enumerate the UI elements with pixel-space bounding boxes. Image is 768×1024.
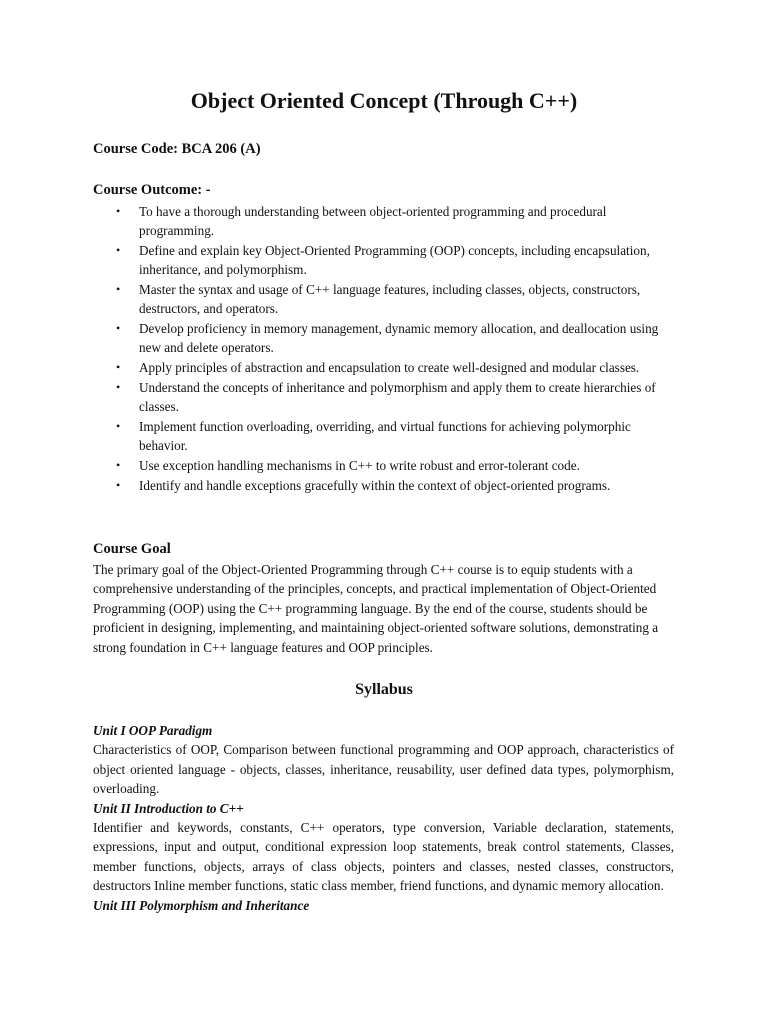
list-item	[93, 456, 674, 475]
outcome-text: Use exception handling mechanisms in C++ to write robust and error-tolerant code.	[139, 457, 580, 473]
outcome-text: To have a thorough understanding between object-oriented programming and procedural programming.	[139, 204, 607, 239]
outcome-text: Develop proficiency in memory management, dynamic memory allocation, and deallocation using new and delete operators.	[139, 321, 659, 356]
list-item	[93, 280, 674, 318]
bullet-icon: •	[116, 282, 121, 296]
syllabus-heading: Syllabus	[355, 681, 413, 698]
bullet-icon: •	[116, 418, 121, 433]
list-item	[93, 378, 674, 416]
course-outcome-list	[93, 202, 674, 495]
unit-1-text: Characteristics of OOP, Comparison between functional programming and OOP approach, characteristics of object oriented language - objects, classes, inheritance, reusability, user defined data types, polymorphism, overloading.	[93, 742, 674, 797]
course-goal-heading: Course Goal	[93, 541, 171, 557]
outcome-text: Identify and handle exceptions gracefully within the context of object-oriented programs.	[139, 477, 611, 493]
course-goal-text: The primary goal of the Object-Oriented Programming through C++ course is to equip students with a comprehensive understanding of the principles, concepts, and practical implementation of Object-Oriented Programming (OOP) using the C++ programming language. By the end of the course, students should be proficient in designing, implementing, and maintaining object-oriented software solutions, demonstrating a strong foundation in C++ language features and OOP principles.	[93, 562, 659, 655]
unit-3-heading: Unit III Polymorphism and Inheritance	[93, 897, 310, 913]
bullet-icon: •	[116, 457, 121, 472]
outcome-text: Implement function overloading, overriding, and virtual functions for achieving polymorphic behavior.	[139, 418, 631, 453]
document-title: Object Oriented Concept (Through C++)	[190, 88, 578, 113]
outcome-text: Apply principles of abstraction and encapsulation to create well-designed and modular classes.	[139, 360, 640, 375]
list-item	[93, 417, 674, 455]
list-item	[93, 202, 674, 240]
bullet-icon: •	[116, 360, 121, 374]
bullet-icon: •	[116, 204, 121, 218]
bullet-icon: •	[116, 477, 121, 492]
bullet-icon: •	[116, 379, 121, 394]
bullet-icon: •	[116, 321, 121, 335]
list-item	[93, 476, 674, 495]
unit-2-text: Identifier and keywords, constants, C++ operators, type conversion, Variable declaration, statements, expressions, input and output, conditional expression loop statements, break control statements, Classes, member functions, objects, arrays of class objects, pointers and classes, nested classes, constructors, destructors Inline member functions, static class member, friend functions, and dynamic memory allocation.	[93, 820, 674, 894]
unit-2-heading: Unit II Introduction to C++	[93, 800, 244, 816]
syllabus-units	[93, 721, 674, 915]
list-item	[93, 319, 674, 357]
bullet-icon: •	[116, 243, 121, 257]
course-outcome-heading: Course Outcome: -	[93, 182, 211, 198]
outcome-text: Master the syntax and usage of C++ language features, including classes, objects, constructors, destructors, and operators.	[139, 282, 641, 317]
outcome-text: Define and explain key Object-Oriented Programming (OOP) concepts, including encapsulation, inheritance, and polymorphism.	[139, 243, 650, 278]
list-item	[93, 241, 674, 279]
outcome-text: Understand the concepts of inheritance and polymorphism and apply them to create hierarchies of classes.	[139, 379, 656, 414]
course-code: Course Code: BCA 206 (A)	[93, 141, 261, 157]
list-item	[93, 358, 674, 377]
unit-1-heading: Unit I OOP Paradigm	[93, 723, 213, 738]
